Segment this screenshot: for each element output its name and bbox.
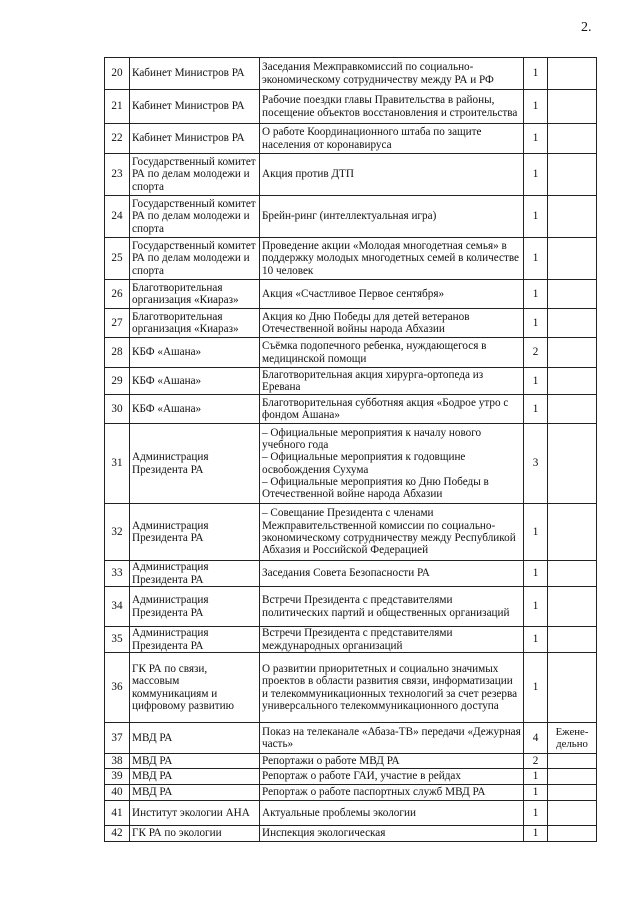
table-row <box>105 58 597 90</box>
events-table-body <box>105 58 597 842</box>
row-number: 34 <box>105 587 130 627</box>
description-cell: Благотворительная субботняя акция «Бодрое утро с фондом Ашана» <box>260 395 524 424</box>
description-cell: Показ на телеканале «Абаза-ТВ» передачи «Дежурная часть» <box>260 723 524 754</box>
quantity-cell: 2 <box>524 338 548 368</box>
organization-cell: ГК РА по экологии <box>130 826 260 842</box>
organization-cell: Кабинет Министров РА <box>130 90 260 124</box>
table-row <box>105 196 597 238</box>
organization-cell: Администрация Президента РА <box>130 424 260 504</box>
row-number: 36 <box>105 653 130 723</box>
table-row <box>105 504 597 561</box>
row-number: 24 <box>105 196 130 238</box>
row-number: 40 <box>105 785 130 801</box>
row-number: 26 <box>105 280 130 309</box>
description-cell: О работе Координационного штаба по защите населения от коронавируса <box>260 124 524 154</box>
table-row <box>105 424 597 504</box>
quantity-cell: 1 <box>524 58 548 90</box>
period-cell <box>548 785 597 801</box>
organization-cell: МВД РА <box>130 785 260 801</box>
table-row <box>105 238 597 280</box>
table-row <box>105 653 597 723</box>
row-number: 21 <box>105 90 130 124</box>
organization-cell: Благотворительная организация «Киараз» <box>130 280 260 309</box>
period-cell <box>548 238 597 280</box>
period-cell <box>548 368 597 395</box>
period-cell <box>548 769 597 785</box>
period-cell <box>548 58 597 90</box>
description-cell: Акция «Счастливое Первое сентября» <box>260 280 524 309</box>
quantity-cell: 1 <box>524 124 548 154</box>
description-cell: Акция против ДТП <box>260 154 524 196</box>
organization-cell: ГК РА по связи, массовым коммуникациям и цифровому развитию <box>130 653 260 723</box>
table-row <box>105 90 597 124</box>
period-cell <box>548 338 597 368</box>
period-cell: Ежене-дельно <box>548 723 597 754</box>
row-number: 23 <box>105 154 130 196</box>
quantity-cell: 2 <box>524 754 548 769</box>
quantity-cell: 1 <box>524 769 548 785</box>
description-cell: Заседания Межправкомиссий по социально-экономическому сотрудничеству между РА и РФ <box>260 58 524 90</box>
organization-cell: Благотворительная организация «Киараз» <box>130 309 260 338</box>
organization-cell: Кабинет Министров РА <box>130 58 260 90</box>
row-number: 28 <box>105 338 130 368</box>
table-row <box>105 338 597 368</box>
row-number: 38 <box>105 754 130 769</box>
quantity-cell: 1 <box>524 309 548 338</box>
quantity-cell: 1 <box>524 826 548 842</box>
description-cell: Встречи Президента с представителями международных организаций <box>260 627 524 653</box>
quantity-cell: 3 <box>524 424 548 504</box>
table-row <box>105 785 597 801</box>
row-number: 32 <box>105 504 130 561</box>
table-row <box>105 769 597 785</box>
organization-cell: КБФ «Ашана» <box>130 368 260 395</box>
organization-cell: Администрация Президента РА <box>130 561 260 587</box>
table-row <box>105 309 597 338</box>
page-number: 2. <box>581 20 592 35</box>
quantity-cell: 1 <box>524 504 548 561</box>
period-cell <box>548 826 597 842</box>
organization-cell: Администрация Президента РА <box>130 504 260 561</box>
table-row <box>105 826 597 842</box>
row-number: 20 <box>105 58 130 90</box>
description-cell: Съёмка подопечного ребенка, нуждающегося в медицинской помощи <box>260 338 524 368</box>
period-cell <box>548 653 597 723</box>
organization-cell: Администрация Президента РА <box>130 627 260 653</box>
row-number: 37 <box>105 723 130 754</box>
period-cell <box>548 309 597 338</box>
description-cell: Брейн-ринг (интеллектуальная игра) <box>260 196 524 238</box>
row-number: 27 <box>105 309 130 338</box>
description-cell: – Официальные мероприятия к началу нового учебного года – Официальные мероприятия к годовщине освобождения Сухума – Официальные мероприятия ко Дню Победы в Отечественной войне народа Абхазии <box>260 424 524 504</box>
description-cell: – Совещание Президента с членами Межправительственной комиссии по социально-экономическому сотрудничеству между Республикой Абхазия и Российской Федерацией <box>260 504 524 561</box>
description-cell: Инспекция экологическая <box>260 826 524 842</box>
organization-cell: Институт экологии АНА <box>130 801 260 826</box>
organization-cell: МВД РА <box>130 723 260 754</box>
organization-cell: Государственный комитет РА по делам молодежи и спорта <box>130 154 260 196</box>
quantity-cell: 1 <box>524 561 548 587</box>
description-cell: Репортаж о работе ГАИ, участие в рейдах <box>260 769 524 785</box>
period-cell <box>548 124 597 154</box>
quantity-cell: 1 <box>524 801 548 826</box>
quantity-cell: 1 <box>524 368 548 395</box>
period-cell <box>548 196 597 238</box>
table-row <box>105 395 597 424</box>
organization-cell: Кабинет Министров РА <box>130 124 260 154</box>
quantity-cell: 4 <box>524 723 548 754</box>
table-row <box>105 754 597 769</box>
description-cell: Проведение акции «Молодая многодетная семья» в поддержку молодых многодетных семей в количестве 10 человек <box>260 238 524 280</box>
description-cell: Встречи Президента с представителями политических партий и общественных организаций <box>260 587 524 627</box>
quantity-cell: 1 <box>524 238 548 280</box>
quantity-cell: 1 <box>524 627 548 653</box>
quantity-cell: 1 <box>524 196 548 238</box>
period-cell <box>548 395 597 424</box>
row-number: 42 <box>105 826 130 842</box>
description-cell: Репортажи о работе МВД РА <box>260 754 524 769</box>
quantity-cell: 1 <box>524 653 548 723</box>
period-cell <box>548 154 597 196</box>
organization-cell: Государственный комитет РА по делам молодежи и спорта <box>130 196 260 238</box>
table-row <box>105 561 597 587</box>
table-row <box>105 801 597 826</box>
description-cell: О развитии приоритетных и социально значимых проектов в области развития связи, информатизации и телекоммуникационных технологий за счет резерва универсального телекоммуникационного доступа <box>260 653 524 723</box>
table-row <box>105 723 597 754</box>
quantity-cell: 1 <box>524 785 548 801</box>
row-number: 33 <box>105 561 130 587</box>
table-row <box>105 587 597 627</box>
period-cell <box>548 90 597 124</box>
organization-cell: Государственный комитет РА по делам молодежи и спорта <box>130 238 260 280</box>
description-cell: Благотворительная акция хирурга-ортопеда из Еревана <box>260 368 524 395</box>
quantity-cell: 1 <box>524 395 548 424</box>
period-cell <box>548 754 597 769</box>
quantity-cell: 1 <box>524 154 548 196</box>
organization-cell: МВД РА <box>130 769 260 785</box>
period-cell <box>548 627 597 653</box>
row-number: 31 <box>105 424 130 504</box>
period-cell <box>548 504 597 561</box>
description-cell: Рабочие поездки главы Правительства в районы, посещение объектов восстановления и строительства <box>260 90 524 124</box>
table-row <box>105 627 597 653</box>
period-cell <box>548 587 597 627</box>
table-row <box>105 154 597 196</box>
table-row <box>105 368 597 395</box>
description-cell: Актуальные проблемы экологии <box>260 801 524 826</box>
organization-cell: КБФ «Ашана» <box>130 395 260 424</box>
row-number: 30 <box>105 395 130 424</box>
row-number: 41 <box>105 801 130 826</box>
description-cell: Заседания Совета Безопасности РА <box>260 561 524 587</box>
row-number: 22 <box>105 124 130 154</box>
events-table <box>104 57 597 842</box>
organization-cell: Администрация Президента РА <box>130 587 260 627</box>
quantity-cell: 1 <box>524 587 548 627</box>
row-number: 39 <box>105 769 130 785</box>
period-cell <box>548 424 597 504</box>
table-row <box>105 124 597 154</box>
period-cell <box>548 561 597 587</box>
quantity-cell: 1 <box>524 280 548 309</box>
row-number: 29 <box>105 368 130 395</box>
description-cell: Акция ко Дню Победы для детей ветеранов Отечественной войны народа Абхазии <box>260 309 524 338</box>
row-number: 25 <box>105 238 130 280</box>
description-cell: Репортаж о работе паспортных служб МВД РА <box>260 785 524 801</box>
organization-cell: КБФ «Ашана» <box>130 338 260 368</box>
quantity-cell: 1 <box>524 90 548 124</box>
period-cell <box>548 801 597 826</box>
table-row <box>105 280 597 309</box>
row-number: 35 <box>105 627 130 653</box>
period-cell <box>548 280 597 309</box>
organization-cell: МВД РА <box>130 754 260 769</box>
